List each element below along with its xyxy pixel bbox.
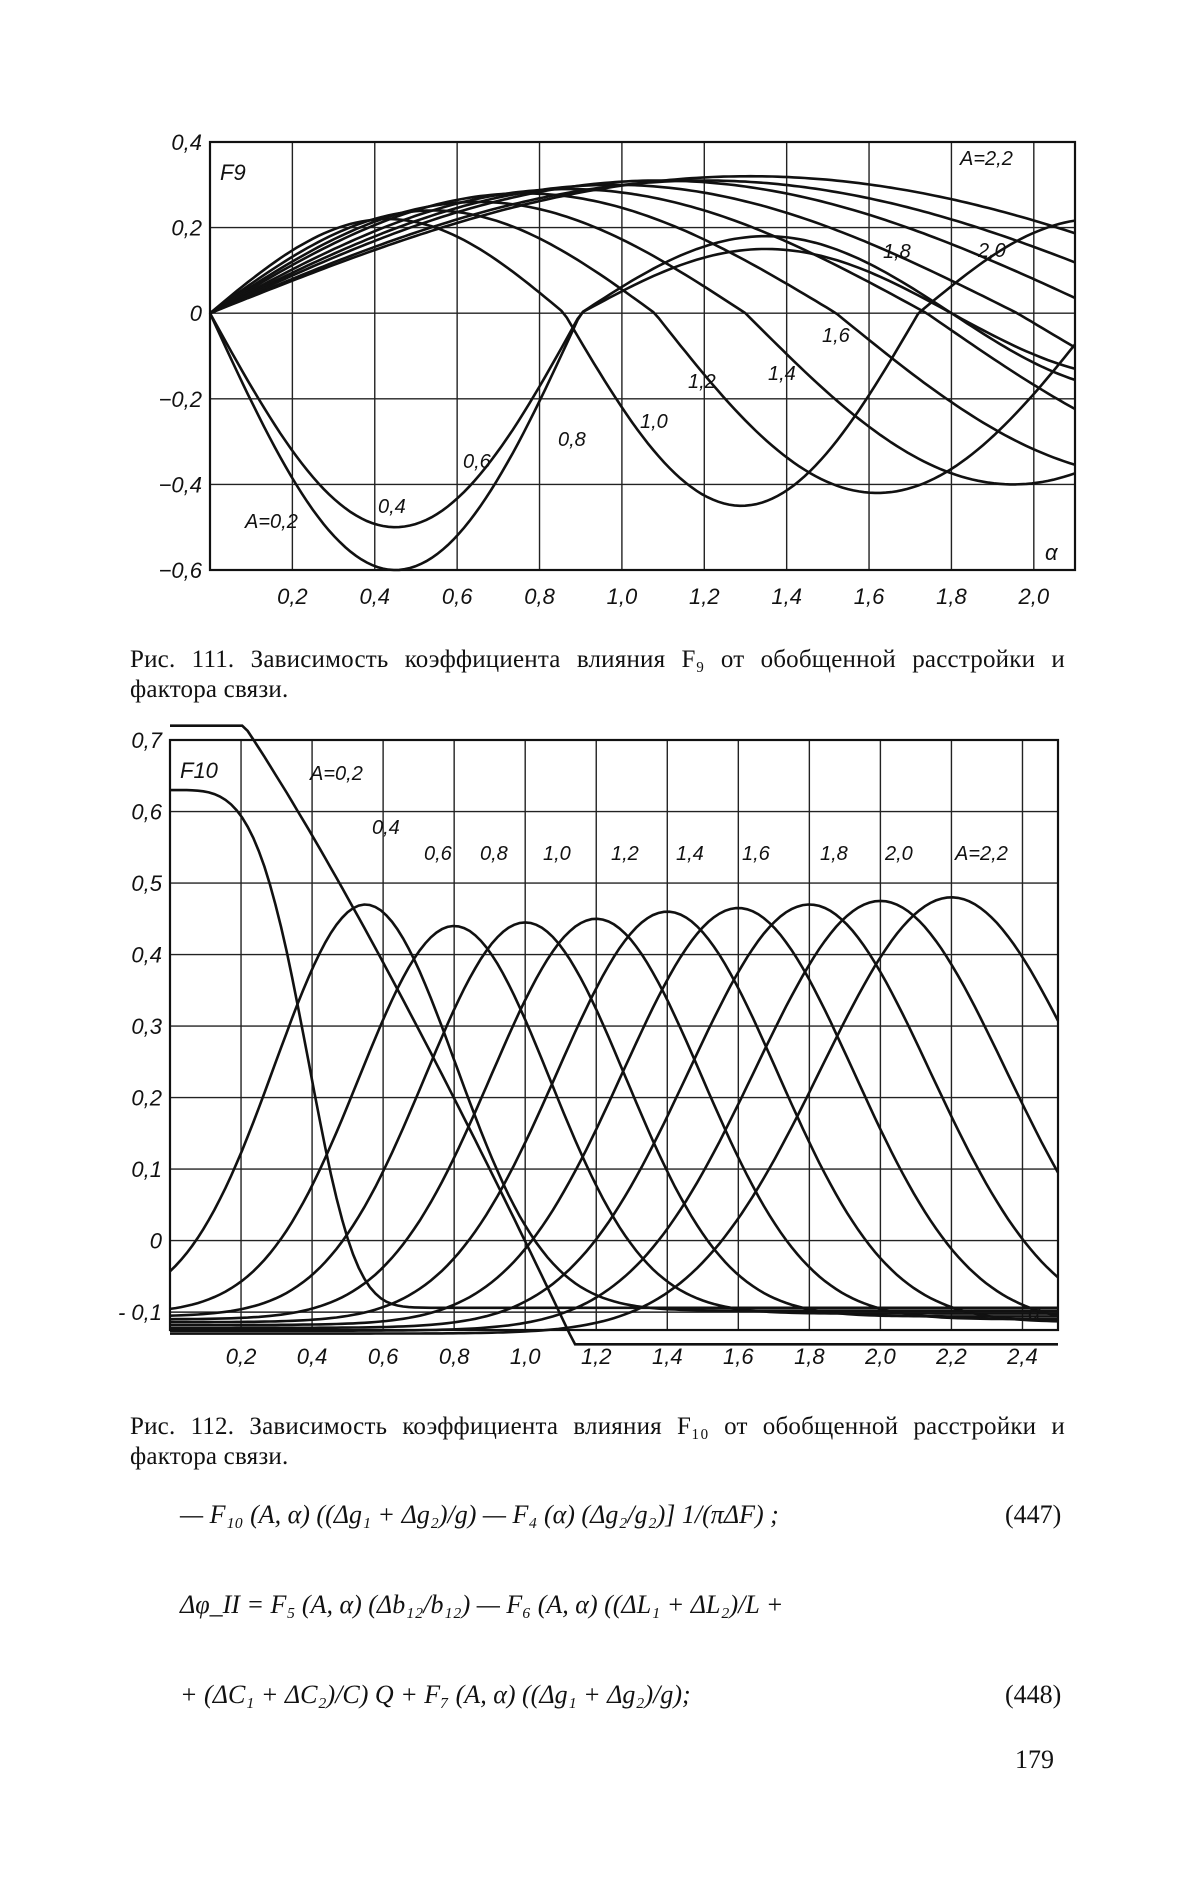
- x-tick-label: 0,8: [524, 584, 555, 609]
- figure-111-caption: Рис. 111. Зависимость коэффициента влияния F₉ от обобщенной расстройки и фактора связи.: [130, 646, 1065, 703]
- x-tick-label: 2,2: [936, 1344, 967, 1369]
- curve-label: 0,8: [480, 843, 508, 865]
- curve-label: 1,0: [543, 843, 571, 865]
- x-tick-label: 2,0: [1018, 584, 1050, 609]
- figure-112-caption: Рис. 112. Зависимость коэффициента влияния F₁₀ от обобщенной расстройки и фактора связи.: [130, 1413, 1065, 1470]
- x-tick-label: 0,2: [225, 1344, 257, 1369]
- curve-4: [170, 922, 1058, 1316]
- x-axis-label: α: [1028, 1300, 1041, 1325]
- x-tick-label: 0,4: [296, 1344, 328, 1369]
- y-axis-label: F9: [220, 160, 246, 185]
- y-tick-label: −0,2: [158, 386, 202, 412]
- x-tick-label: 1,6: [723, 1344, 754, 1369]
- x-tick-label: 1,4: [771, 584, 802, 609]
- curve-label: A=0,2: [245, 511, 298, 533]
- curve-label: 0,4: [372, 817, 400, 839]
- x-tick-label: 0,6: [367, 1344, 399, 1369]
- curve-label: 0,6: [424, 843, 452, 865]
- x-tick-label: 0,6: [441, 584, 473, 609]
- curve-label: 0,4: [378, 496, 406, 518]
- curve-label: A=2,2: [955, 843, 1008, 865]
- curve-2: [170, 905, 1058, 1311]
- curve-label: 1,6: [742, 843, 770, 865]
- y-tick-label: 0,3: [131, 1014, 162, 1040]
- x-tick-label: 2,0: [865, 1344, 896, 1369]
- curve-label: 1,4: [676, 843, 704, 865]
- curve-label: 1,8: [820, 843, 848, 865]
- x-axis-label: α: [1045, 540, 1058, 565]
- curve-label: A=0,2: [310, 763, 363, 785]
- equation-448-number: (448): [1005, 1680, 1062, 1709]
- equation-448-part2: + (ΔC₁ + ΔC₂)/C) Q + F₇ (A, α) ((Δg₁ + Δg₂)/g);: [180, 1680, 691, 1709]
- y-tick-label: - 0,1: [117, 1300, 162, 1326]
- equation-447-number: (447): [1005, 1500, 1062, 1529]
- y-tick-label: 0,6: [131, 799, 162, 825]
- curve-label: 1,6: [822, 325, 850, 347]
- curve-label: 1,8: [883, 241, 911, 263]
- curve-5: [170, 919, 1058, 1319]
- curve-6: [170, 912, 1058, 1322]
- x-tick-label: 0,2: [277, 584, 308, 609]
- y-tick-label: 0,4: [131, 942, 162, 968]
- x-tick-label: 0,4: [359, 584, 391, 609]
- curve-label: A=2,2: [960, 148, 1013, 170]
- x-tick-label: 1,0: [509, 1344, 541, 1369]
- curve-7: [170, 908, 1058, 1325]
- page-number: 179: [1015, 1745, 1054, 1774]
- curve-label: 1,0: [640, 411, 668, 433]
- x-tick-label: 1,2: [688, 584, 720, 609]
- curve-10: [170, 897, 1058, 1333]
- x-tick-label: 1,8: [794, 1344, 825, 1369]
- y-tick-label: 0,2: [131, 1085, 162, 1111]
- y-tick-label: 0,1: [131, 1157, 162, 1183]
- curve-label: 1,2: [611, 843, 639, 865]
- x-tick-label: 1,6: [853, 584, 885, 609]
- y-tick-label: −0,6: [158, 558, 202, 583]
- x-tick-label: 2,4: [1007, 1344, 1038, 1369]
- y-axis-label: F10: [180, 758, 218, 783]
- x-tick-label: 1,0: [606, 584, 638, 609]
- curve-9: [170, 901, 1058, 1331]
- y-tick-label: −0,4: [158, 472, 202, 498]
- curve-label: 0,6: [463, 451, 491, 473]
- curve-3: [170, 926, 1058, 1314]
- x-tick-label: 1,2: [580, 1344, 612, 1369]
- y-tick-label: 0,7: [131, 728, 162, 753]
- curve-label: 1,4: [768, 363, 796, 385]
- equation-448-part1: Δφ_II = F₅ (A, α) (Δb₁₂/b₁₂) — F₆ (A, α) ((ΔL₁ + ΔL₂)/L +: [180, 1590, 784, 1619]
- y-tick-label: 0: [189, 301, 202, 327]
- y-tick-label: 0,5: [131, 871, 162, 897]
- curve-label: 0,8: [558, 429, 586, 451]
- equation-447: — F₁₀ (A, α) ((Δg₁ + Δg₂)/g) — F₄ (α) (Δg₂/g₂)] 1/(πΔF) ;: [180, 1500, 779, 1529]
- curve-8: [170, 905, 1058, 1328]
- curve-label: 1,2: [688, 371, 716, 393]
- x-tick-label: 0,8: [438, 1344, 470, 1369]
- y-tick-label: 0,2: [171, 215, 202, 241]
- curve-label: 2,0: [978, 240, 1006, 262]
- curve-label: 2,0: [885, 843, 913, 865]
- x-tick-label: 1,8: [936, 584, 967, 609]
- x-tick-label: 1,4: [651, 1344, 683, 1369]
- y-tick-label: 0,4: [171, 130, 202, 155]
- y-tick-label: 0: [149, 1228, 162, 1254]
